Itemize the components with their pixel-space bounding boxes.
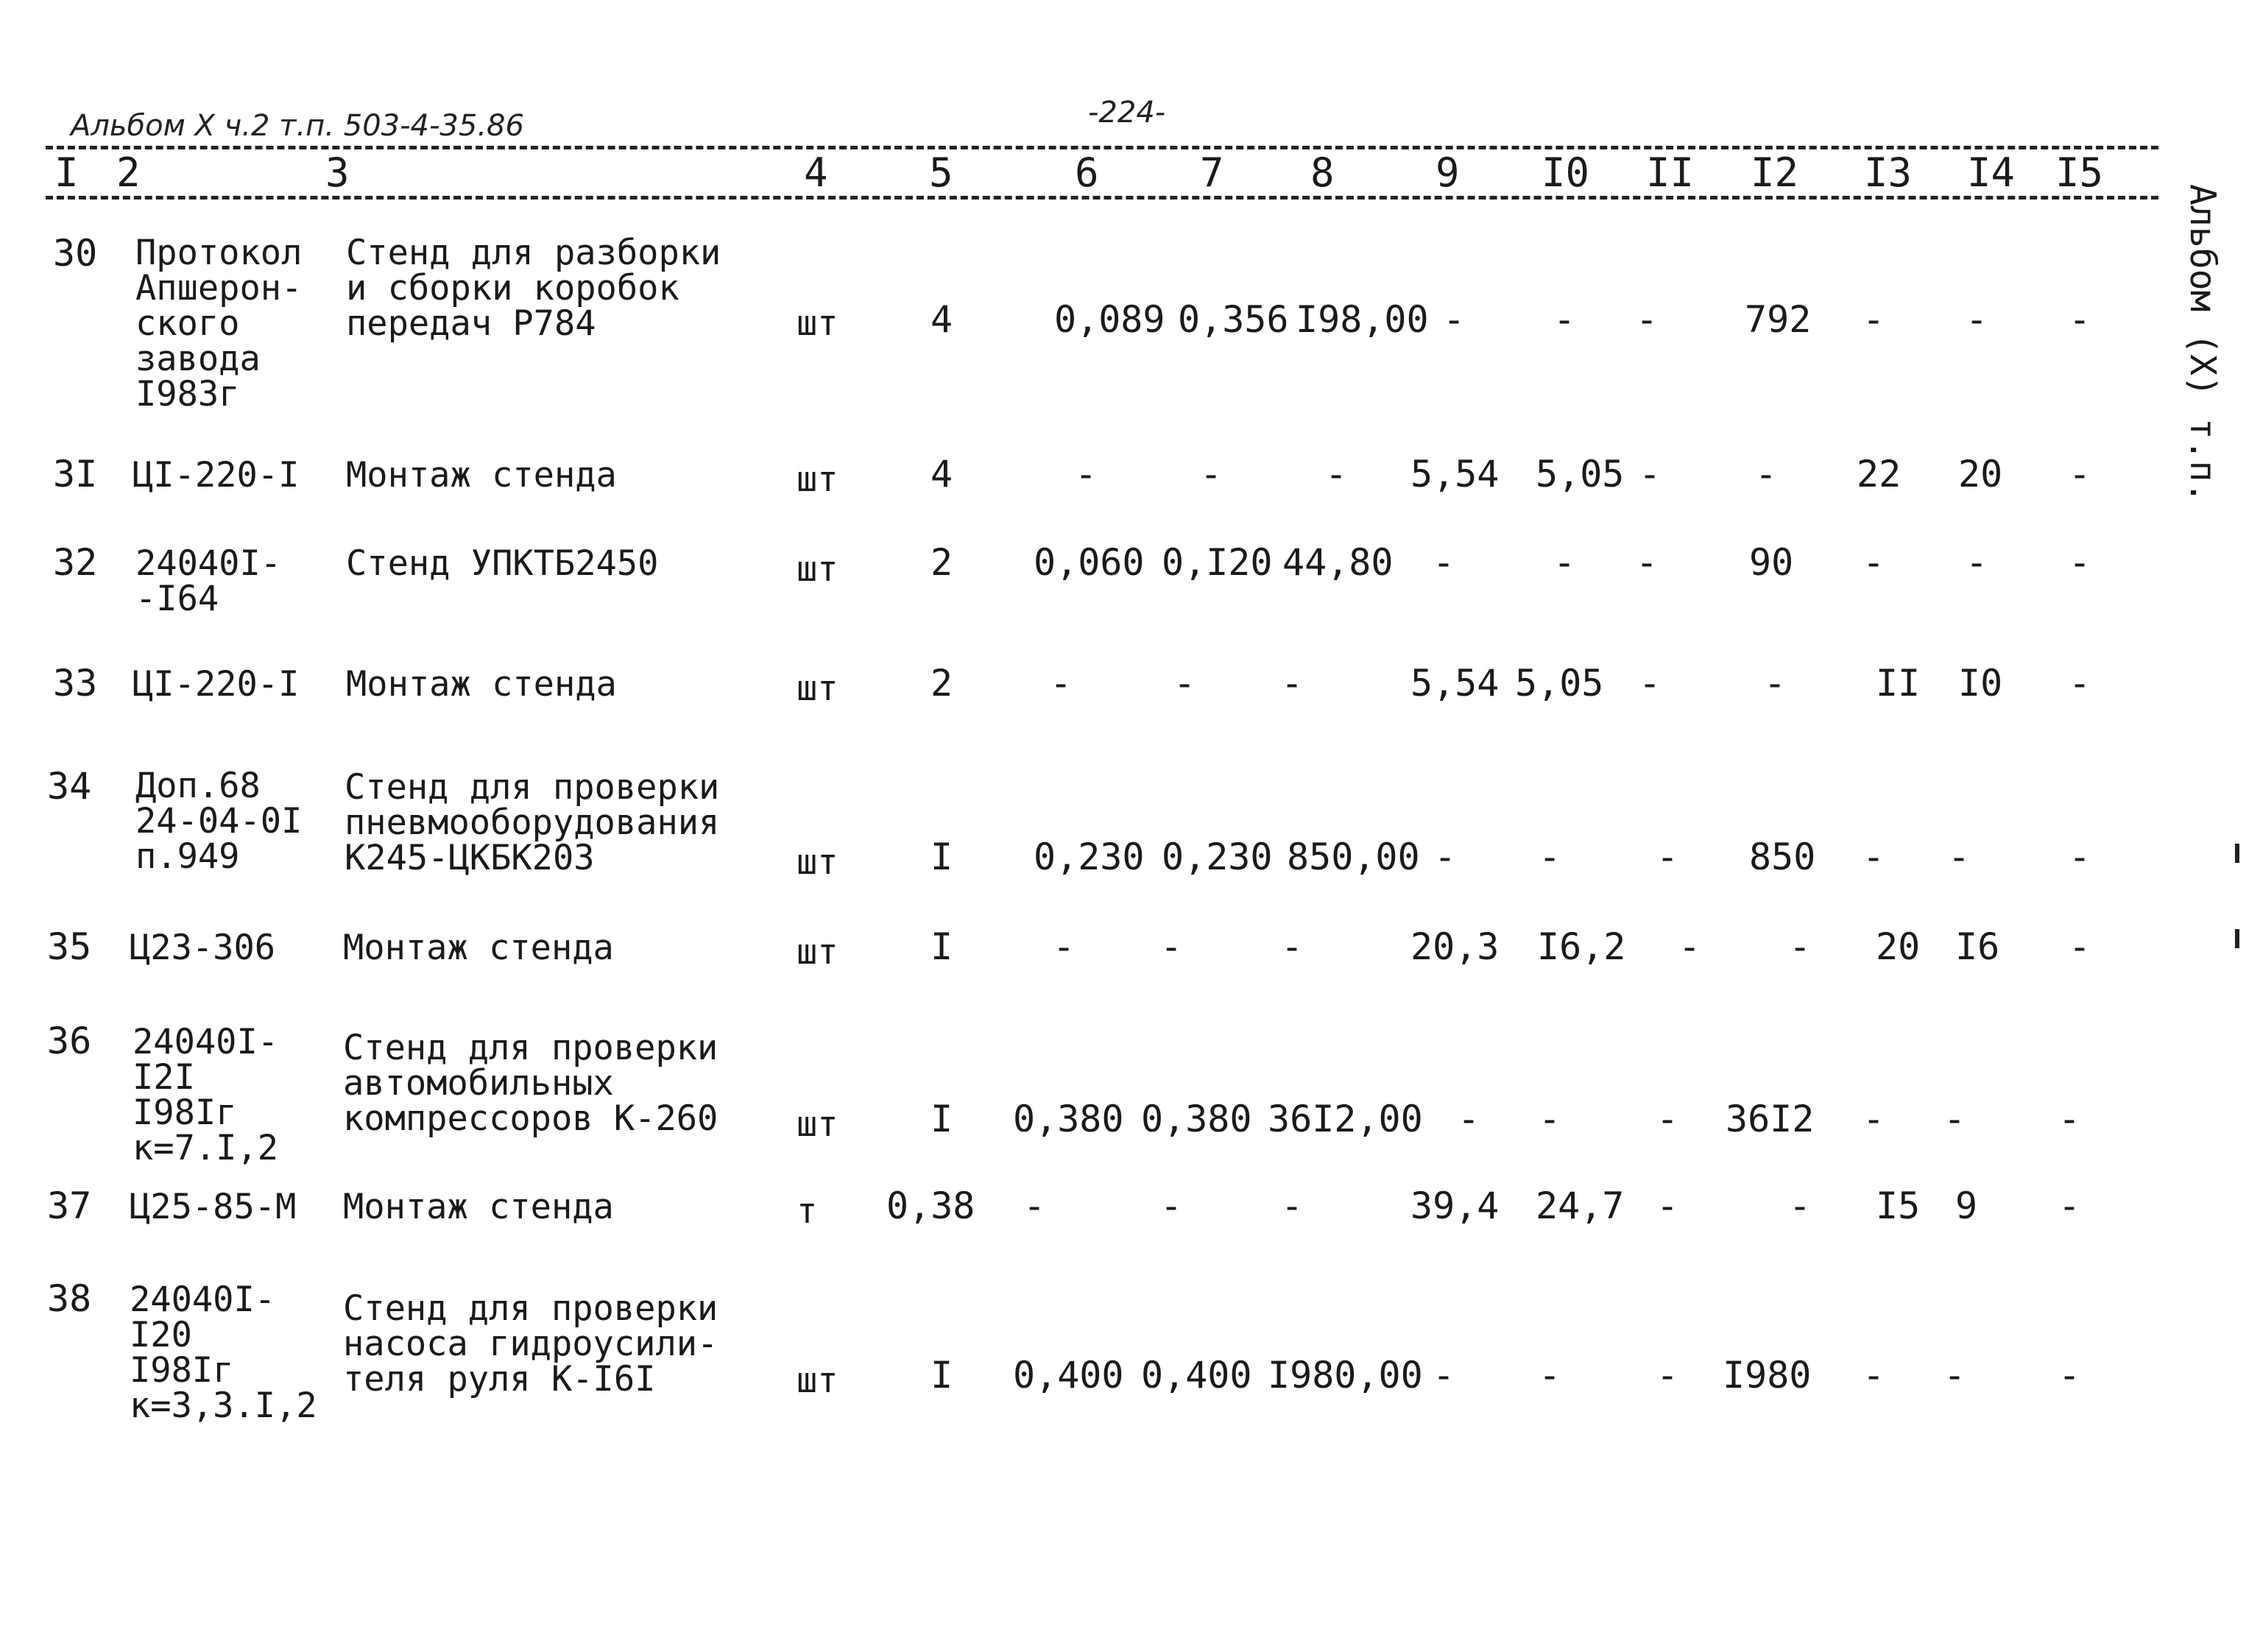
col6-cell: 0,089 xyxy=(1054,298,1165,341)
col9-cell: - xyxy=(1433,1354,1455,1397)
col13-cell: - xyxy=(1862,298,1885,341)
name-cell: Стенд для проверки пневмооборудования К245-ЦКБК203 xyxy=(345,767,720,878)
header-top-rule xyxy=(46,146,2158,149)
col11-cell: - xyxy=(1678,925,1701,968)
col13-cell: - xyxy=(1862,836,1885,878)
unit-cell: шт xyxy=(797,1104,838,1145)
album-reference: Альбом Х ч.2 т.п. 503-4-35.86 xyxy=(71,109,524,143)
col12-cell: 792 xyxy=(1745,298,1812,341)
col8-cell: 36I2,00 xyxy=(1268,1098,1423,1140)
col8-cell: - xyxy=(1281,662,1304,705)
row-number: 37 xyxy=(47,1185,92,1227)
code-cell: Доп.68 24-04-0I п.949 xyxy=(135,766,303,877)
code-cell: 24040I- I2I I98Iг к=7.I,2 xyxy=(133,1022,279,1168)
unit-cell: шт xyxy=(797,303,838,344)
col10-cell: - xyxy=(1553,541,1576,584)
unit-cell: шт xyxy=(797,932,838,973)
col10-cell: - xyxy=(1539,836,1561,878)
column-header-11: II xyxy=(1646,149,1695,196)
name-cell: Стенд для проверки автомобильных компрессоров К-260 xyxy=(343,1028,718,1139)
qty-cell: I xyxy=(931,836,953,878)
col12-cell: - xyxy=(1789,925,1812,968)
side-album-label: Альбом (X) т.п. xyxy=(2182,184,2223,504)
col11-cell: - xyxy=(1639,662,1662,705)
col10-cell: - xyxy=(1539,1098,1561,1140)
col13-cell: 20 xyxy=(1876,925,1921,968)
column-header-1: I xyxy=(54,149,79,196)
column-header-15: I5 xyxy=(2055,149,2104,196)
col7-cell: 0,400 xyxy=(1141,1354,1252,1397)
col15-cell: - xyxy=(2069,453,2091,495)
column-header-13: I3 xyxy=(1864,149,1913,196)
col14-cell: - xyxy=(1966,541,1988,584)
qty-cell: I xyxy=(931,925,953,968)
unit-cell: т xyxy=(797,1191,818,1232)
col8-cell: I98,00 xyxy=(1296,298,1429,341)
col13-cell: I5 xyxy=(1876,1185,1921,1227)
col10-cell: 5,05 xyxy=(1515,662,1604,705)
col15-cell: - xyxy=(2058,1098,2081,1140)
col7-cell: - xyxy=(1160,1185,1183,1227)
column-header-14: I4 xyxy=(1967,149,2016,196)
col10-cell: - xyxy=(1539,1354,1561,1397)
col6-cell: 0,400 xyxy=(1013,1354,1124,1397)
qty-cell: I xyxy=(931,1098,953,1140)
col14-cell: 20 xyxy=(1958,453,2003,495)
page-number: -224- xyxy=(1088,96,1166,130)
col9-cell: - xyxy=(1443,298,1466,341)
row-number: 33 xyxy=(53,662,98,705)
col14-cell: - xyxy=(1948,836,1971,878)
col10-cell: I6,2 xyxy=(1537,925,1626,968)
col8-cell: - xyxy=(1325,453,1348,495)
column-header-8: 8 xyxy=(1310,149,1335,196)
code-cell: ЦI-220-I xyxy=(133,664,300,705)
column-header-3: 3 xyxy=(325,149,350,196)
col9-cell: 20,3 xyxy=(1410,925,1500,968)
col11-cell: - xyxy=(1636,298,1659,341)
col7-cell: - xyxy=(1200,453,1223,495)
col8-cell: I980,00 xyxy=(1268,1354,1423,1397)
column-header-7: 7 xyxy=(1200,149,1224,196)
unit-cell: шт xyxy=(797,1360,838,1401)
col12-cell: - xyxy=(1755,453,1778,495)
col8-cell: 44,80 xyxy=(1282,541,1394,584)
name-cell: Стенд для разборки и сборки коробок передач Р784 xyxy=(346,233,721,344)
code-cell: 24040I- -I64 xyxy=(135,543,282,619)
col11-cell: - xyxy=(1636,541,1659,584)
name-cell: Стенд УПКТБ2450 xyxy=(346,543,659,584)
row-number: 38 xyxy=(47,1277,92,1320)
qty-cell: I xyxy=(931,1354,953,1397)
margin-mark xyxy=(2235,844,2239,863)
col7-cell: 0,380 xyxy=(1141,1098,1252,1140)
col14-cell: - xyxy=(1966,298,1988,341)
col6-cell: - xyxy=(1053,925,1076,968)
col15-cell: - xyxy=(2069,836,2091,878)
column-header-9: 9 xyxy=(1436,149,1460,196)
col7-cell: 0,356 xyxy=(1178,298,1289,341)
code-cell: 24040I- I20 I98Iг к=3,3.I,2 xyxy=(130,1279,317,1426)
col15-cell: - xyxy=(2058,1185,2081,1227)
col7-cell: 0,230 xyxy=(1162,836,1273,878)
col6-cell: - xyxy=(1023,1185,1046,1227)
col11-cell: - xyxy=(1656,1098,1679,1140)
column-header-10: I0 xyxy=(1542,149,1590,196)
col11-cell: - xyxy=(1639,453,1662,495)
name-cell: Стенд для проверки насоса гидроусили- теля руля К-I6I xyxy=(343,1288,718,1399)
col14-cell: I6 xyxy=(1955,925,2000,968)
qty-cell: 4 xyxy=(931,298,953,341)
col7-cell: 0,I20 xyxy=(1162,541,1273,584)
col14-cell: - xyxy=(1943,1098,1966,1140)
col10-cell: - xyxy=(1553,298,1576,341)
col13-cell: 22 xyxy=(1857,453,1901,495)
unit-cell: шт xyxy=(797,668,838,709)
header-bottom-rule xyxy=(46,196,2158,200)
col6-cell: 0,060 xyxy=(1034,541,1145,584)
col13-cell: - xyxy=(1862,541,1885,584)
col12-cell: 90 xyxy=(1749,541,1794,584)
col14-cell: 9 xyxy=(1955,1185,1978,1227)
row-number: 35 xyxy=(47,925,92,968)
col14-cell: I0 xyxy=(1958,662,2003,705)
row-number: 30 xyxy=(53,232,98,275)
unit-cell: шт xyxy=(797,459,838,500)
col12-cell: - xyxy=(1764,662,1787,705)
unit-cell: шт xyxy=(797,842,838,883)
col7-cell: - xyxy=(1173,662,1196,705)
col9-cell: - xyxy=(1433,541,1455,584)
col12-cell: I980 xyxy=(1723,1354,1812,1397)
col6-cell: - xyxy=(1050,662,1073,705)
col14-cell: - xyxy=(1943,1354,1966,1397)
column-header-6: 6 xyxy=(1075,149,1099,196)
col10-cell: 24,7 xyxy=(1536,1185,1625,1227)
qty-cell: 2 xyxy=(931,541,953,584)
col11-cell: - xyxy=(1656,1354,1679,1397)
row-number: 36 xyxy=(47,1020,92,1062)
col12-cell: 850 xyxy=(1749,836,1816,878)
code-cell: Ц23-306 xyxy=(130,928,276,968)
col9-cell: - xyxy=(1434,836,1457,878)
col8-cell: - xyxy=(1281,925,1304,968)
col15-cell: - xyxy=(2069,662,2091,705)
qty-cell: 0,38 xyxy=(886,1185,975,1227)
unit-cell: шт xyxy=(797,549,838,590)
col10-cell: 5,05 xyxy=(1536,453,1625,495)
col12-cell: 36I2 xyxy=(1726,1098,1815,1140)
name-cell: Монтаж стенда xyxy=(343,928,614,968)
col15-cell: - xyxy=(2069,541,2091,584)
col12-cell: - xyxy=(1789,1185,1812,1227)
col7-cell: - xyxy=(1160,925,1183,968)
column-header-5: 5 xyxy=(929,149,953,196)
row-number: 32 xyxy=(53,541,98,584)
col9-cell: 5,54 xyxy=(1410,662,1500,705)
column-header-2: 2 xyxy=(116,149,141,196)
col9-cell: 5,54 xyxy=(1410,453,1500,495)
name-cell: Монтаж стенда xyxy=(343,1187,614,1227)
margin-mark xyxy=(2235,929,2239,948)
col9-cell: - xyxy=(1458,1098,1480,1140)
qty-cell: 4 xyxy=(931,453,953,495)
col13-cell: - xyxy=(1862,1098,1885,1140)
code-cell: Протокол Апшерон- ского завода I983г xyxy=(135,233,303,414)
name-cell: Монтаж стенда xyxy=(346,455,617,495)
col9-cell: 39,4 xyxy=(1410,1185,1500,1227)
col15-cell: - xyxy=(2058,1354,2081,1397)
name-cell: Монтаж стенда xyxy=(346,664,617,705)
qty-cell: 2 xyxy=(931,662,953,705)
column-header-12: I2 xyxy=(1751,149,1799,196)
col13-cell: II xyxy=(1876,662,1921,705)
col11-cell: - xyxy=(1656,836,1679,878)
code-cell: Ц25-85-М xyxy=(130,1187,297,1227)
col8-cell: - xyxy=(1281,1185,1304,1227)
col13-cell: - xyxy=(1862,1354,1885,1397)
column-header-4: 4 xyxy=(804,149,828,196)
col6-cell: 0,230 xyxy=(1034,836,1145,878)
code-cell: ЦI-220-I xyxy=(133,455,300,495)
col15-cell: - xyxy=(2069,298,2091,341)
row-number: 34 xyxy=(47,765,92,808)
col11-cell: - xyxy=(1656,1185,1679,1227)
col6-cell: 0,380 xyxy=(1013,1098,1124,1140)
col6-cell: - xyxy=(1075,453,1098,495)
col15-cell: - xyxy=(2069,925,2091,968)
row-number: 3I xyxy=(53,453,98,495)
col8-cell: 850,00 xyxy=(1287,836,1420,878)
